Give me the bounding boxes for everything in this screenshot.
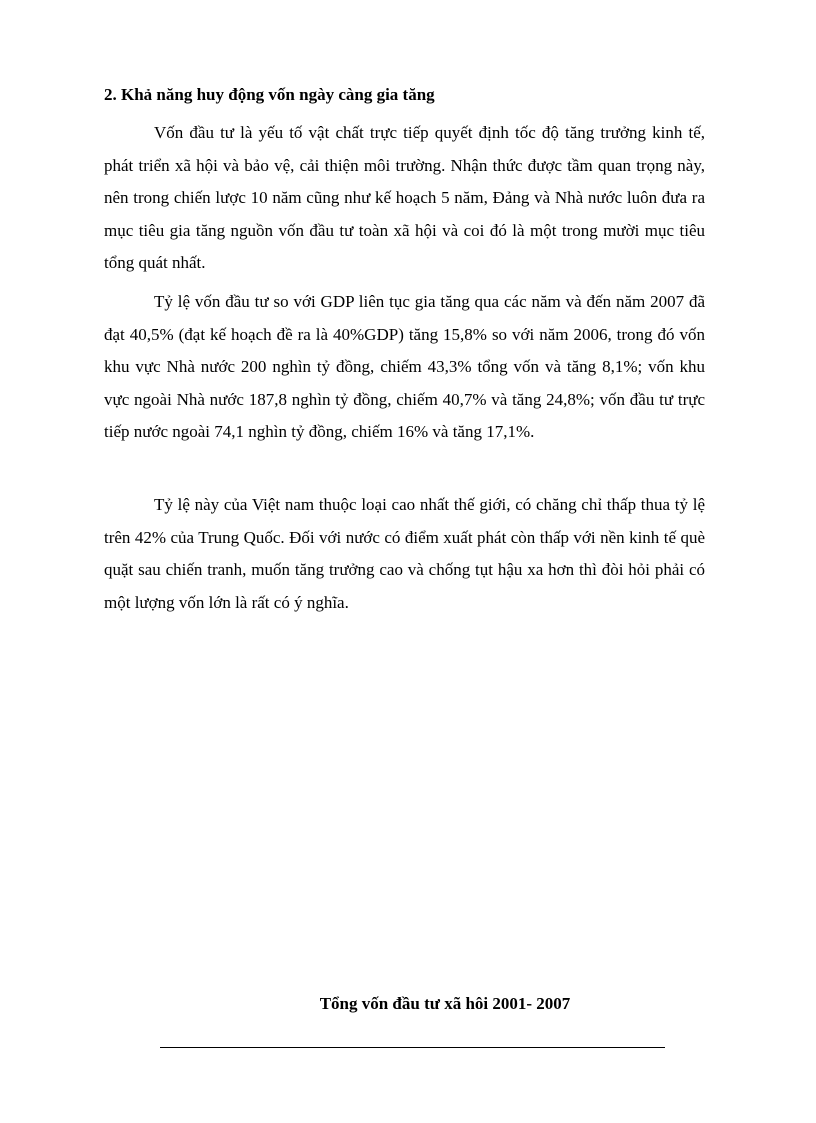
paragraph-comparison: Tỷ lệ này của Việt nam thuộc loại cao nhất thế giới, có chăng chỉ thấp thua tỷ lệ trên 42% của Trung Quốc. Đối với nước có điểm xuất phát còn thấp với nền kinh tế què quặt sau chiến tranh, muốn tăng trưởng cao và chống tụt hậu xa hơn thì đòi hỏi phải có một lượng vốn lớn là rất có ý nghĩa.: [104, 495, 705, 612]
figure-caption: Tổng vốn đầu tư xã hôi 2001- 2007: [319, 994, 571, 1013]
paragraph-investment-ratio: Tỷ lệ vốn đầu tư so với GDP liên tục gia tăng qua các năm và đến năm 2007 đã đạt 40,5% (đạt kế hoạch đề ra là 40%GDP) tăng 15,8% so với năm 2006, trong đó vốn khu vực Nhà nước 200 nghìn tỷ đồng, chiếm 43,3% tổng vốn và tăng 8,1%; vốn khu vực ngoài Nhà nước 187,8 nghìn tỷ đồng, chiếm 40,7% và tăng 24,8%; vốn đầu tư trực tiếp nước ngoài 74,1 nghìn tỷ đồng, chiếm 16% và tăng 17,1%.: [104, 292, 705, 442]
section-heading: 2. Khả năng huy động vốn ngày càng gia tăng: [104, 85, 435, 104]
caption-underline: [160, 1047, 665, 1048]
paragraph-investment-role: Vốn đầu tư là yếu tố vật chất trực tiếp quyết định tốc độ tăng trưởng kinh tế, phát triển xã hội và bảo vệ, cải thiện môi trường. Nhận thức được tầm quan trọng này, nên trong chiến lược 10 năm cũng như kế hoạch 5 năm, Đảng và Nhà nước luôn đưa ra mục tiêu gia tăng nguồn vốn đầu tư toàn xã hội và coi đó là một trong mười mục tiêu tổng quát nhất.: [104, 123, 705, 273]
